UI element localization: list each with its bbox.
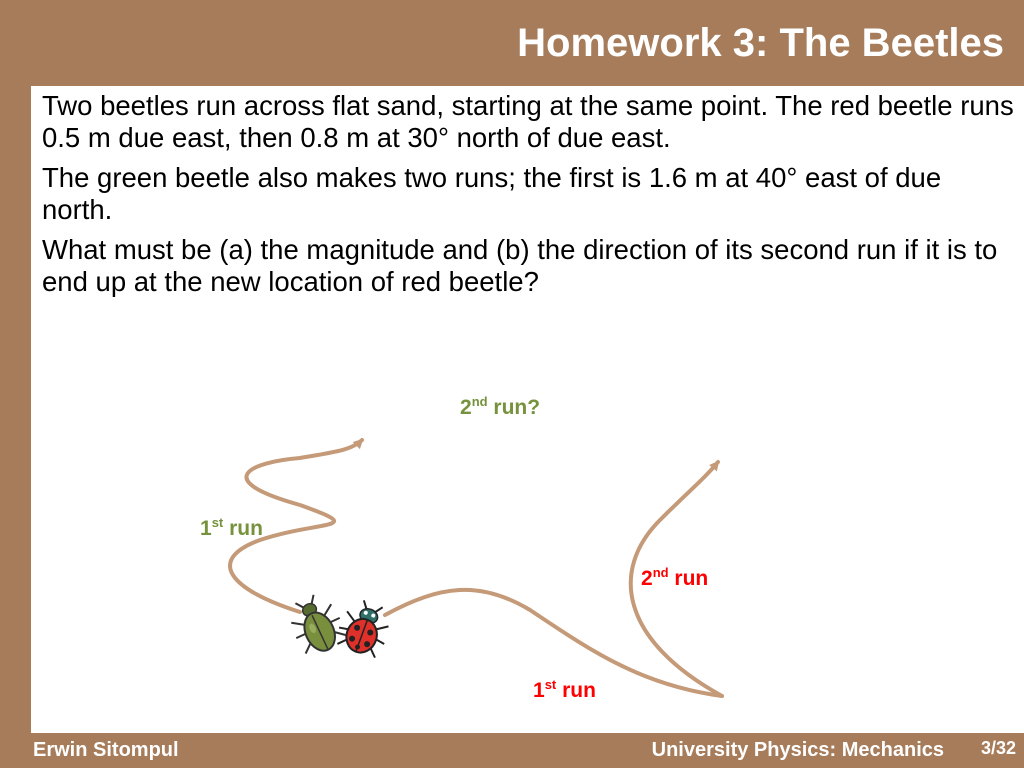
red-beetle-icon	[333, 596, 396, 660]
footer-course: University Physics: Mechanics	[651, 739, 944, 761]
green-beetle-icon	[283, 589, 350, 660]
green-second-run-label: 2nd run?	[460, 394, 541, 419]
problem-paragraph-3: What must be (a) the magnitude and (b) the direction of its second run if it is to end up at the new location of red beetle?	[42, 234, 998, 297]
red-second-run-label: 2nd run	[641, 565, 709, 590]
problem-paragraph-2: The green beetle also makes two runs; the first is 1.6 m at 40° east of due north.	[42, 162, 942, 225]
footer-author: Erwin Sitompul	[33, 739, 179, 761]
slide-footer	[0, 733, 1024, 768]
page-number: 3/32	[980, 738, 1016, 758]
problem-paragraph-1: Two beetles run across flat sand, starting at the same point. The red beetle runs 0.5 m due east, then 0.8 m at 30° north of due east.	[42, 90, 1014, 153]
green-first-run-label: 1st run	[200, 515, 263, 540]
red-first-run-label: 1st run	[533, 677, 596, 702]
slide-title: Homework 3: The Beetles	[517, 21, 1004, 65]
